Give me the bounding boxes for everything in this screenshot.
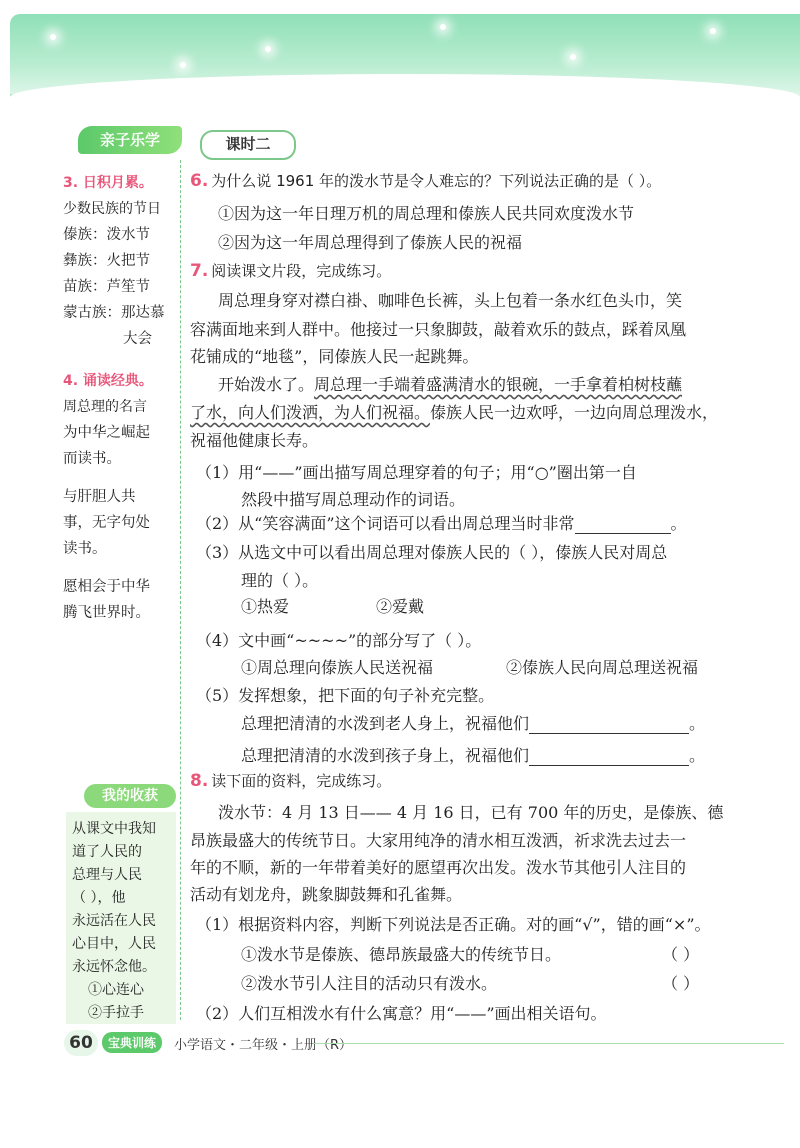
judgement-item: ②泼水节引人注目的活动只有泼水。	[241, 974, 498, 993]
passage-line: 昂族最盛大的传统节日。大家用纯净的清水相互泼洒，祈求洗去过去一	[190, 831, 687, 850]
header-banner	[10, 14, 800, 124]
question-number: 6.	[190, 171, 209, 191]
harvest-line: 从课文中我知	[72, 821, 156, 837]
footer-rule	[314, 1043, 784, 1044]
completion-line	[241, 743, 705, 766]
question-text: 读下面的资料，完成练习。	[211, 772, 392, 790]
sentence-text: 总理把清清的水泼到老人身上，祝福他们	[241, 714, 530, 733]
question-7	[190, 260, 391, 281]
quote-line: 腾飞世界时。	[63, 605, 150, 621]
wavy-underlined-text: 周总理一手端着盛满清水的银碗，一手拿着柏树枝蘸	[314, 375, 683, 394]
passage-line	[190, 400, 718, 423]
question-number: 7.	[190, 261, 209, 281]
book-info: 小学语文・二年级・上册（R）	[174, 1038, 353, 1053]
answer-blank[interactable]	[575, 514, 671, 534]
sub-question-4: （4）文中画“~~~~”的部分写了（ ）。	[196, 631, 482, 650]
passage-text: 傣族人民一边欢呼，一边向周总理泼水，	[430, 403, 719, 422]
column-divider	[180, 160, 181, 1020]
passage-line: 年的不顺，新的一年带着美好的愿望再次出发。泼水节其他引人注目的	[190, 858, 687, 877]
festival-item: 彝族：火把节	[63, 253, 150, 269]
sparkle-icon	[710, 28, 716, 34]
sparkle-icon	[50, 34, 56, 40]
section-4-title: 4. 诵读经典。	[63, 373, 153, 389]
passage-line: 祝福他健康长寿。	[190, 431, 319, 450]
header-wave	[10, 74, 800, 124]
period: 。	[689, 714, 706, 733]
sub-question-5: （5）发挥想象，把下面的句子补充完整。	[196, 686, 495, 705]
choice-option[interactable]: ②爱戴	[376, 597, 425, 616]
question-number: 8.	[190, 771, 209, 791]
sparkle-icon	[440, 24, 446, 30]
section-4-subtitle: 周总理的名言	[63, 399, 147, 415]
harvest-option: ②手拉手	[88, 1005, 144, 1021]
answer-blank[interactable]	[529, 746, 689, 766]
quote-line: 而读书。	[63, 451, 121, 467]
quote-line: 事，无字句处	[63, 515, 150, 531]
festival-item: 苗族：芦笙节	[63, 279, 150, 295]
passage-line: 花铺成的“地毯”，同傣族人民一起跳舞。	[190, 347, 479, 366]
question-8	[190, 770, 391, 791]
page-number: 60	[64, 1030, 98, 1056]
harvest-line: 心目中，人民	[72, 936, 156, 952]
choice-option[interactable]: ①热爱	[241, 597, 290, 616]
harvest-line: 道了人民的	[72, 844, 142, 860]
choice-option[interactable]: ②傣族人民向周总理送祝福	[506, 658, 699, 677]
passage-line: 泼水节：4 月 13 日—— 4 月 16 日，已有 700 年的历史，是傣族、德	[218, 803, 724, 822]
passage-line: 周总理身穿对襟白褂、咖啡色长裤，头上包着一条水红色头巾，笑	[218, 291, 683, 310]
brand-logo: 宝典训练	[102, 1032, 162, 1053]
completion-line	[241, 711, 705, 734]
judgement-answer-box[interactable]: （ ）	[662, 974, 700, 993]
sidebar-banner: 亲子乐学	[78, 126, 182, 154]
judgement-answer-box[interactable]: （ ）	[662, 945, 700, 964]
question-text: 为什么说 1961 年的泼水节是令人难忘的？下列说法正确的是（ ）。	[211, 172, 662, 190]
period: 。	[689, 746, 706, 765]
sparkle-icon	[570, 54, 576, 60]
sub-question-1: （1）用“——”画出描写周总理穿着的句子；用“○”圈出第一自	[196, 463, 637, 482]
judgement-item: ①泼水节是傣族、德昂族最盛大的传统节日。	[241, 945, 562, 964]
sub-question-2	[196, 511, 687, 534]
harvest-box	[66, 812, 176, 1024]
passage-line: 容满面地来到人群中。他接过一只象脚鼓，敲着欢乐的鼓点，踩着凤凰	[190, 320, 687, 339]
festival-item: 傣族：泼水节	[63, 227, 150, 243]
quote-line: 与肝胆人共	[63, 489, 136, 505]
option-2[interactable]: ②因为这一年周总理得到了傣族人民的祝福	[218, 233, 523, 252]
quote-line: 愿相会于中华	[63, 579, 150, 595]
wavy-underlined-text: 了水，向人们泼洒，为人们祝福。	[190, 403, 431, 422]
sub-question-2: （2）人们互相泼水有什么寓意？用“——”画出相关语句。	[196, 1004, 607, 1023]
sub-question-1-cont: 然段中描写周总理动作的词语。	[241, 490, 466, 509]
sub-question-text: （2）从“笑容满面”这个词语可以看出周总理当时非常	[196, 514, 575, 533]
sub-question-1: （1）根据资料内容，判断下列说法是否正确。对的画“√”，错的画“×”。	[196, 915, 711, 934]
page-footer	[64, 1030, 784, 1056]
section-3-title: 3. 日积月累。	[63, 175, 153, 191]
passage-line: 活动有划龙舟，跳象脚鼓舞和孔雀舞。	[190, 885, 463, 904]
answer-blank[interactable]	[529, 714, 689, 734]
period: 。	[670, 514, 687, 533]
festival-item: 蒙古族：那达慕	[63, 305, 165, 321]
section-3-subtitle: 少数民族的节日	[63, 201, 161, 217]
quote-line: 为中华之崛起	[63, 425, 150, 441]
harvest-line: 永远活在人民	[72, 913, 156, 929]
sentence-text: 总理把清清的水泼到孩子身上，祝福他们	[241, 746, 530, 765]
harvest-line: 永远怀念他。	[72, 959, 156, 975]
quote-line: 读书。	[63, 541, 107, 557]
harvest-banner: 我的收获	[84, 784, 176, 808]
festival-item: 大会	[123, 331, 152, 347]
lesson-tag: 课时二	[200, 130, 296, 160]
question-6	[190, 170, 661, 191]
choice-option[interactable]: ①周总理向傣族人民送祝福	[241, 658, 434, 677]
question-text: 阅读课文片段，完成练习。	[211, 262, 392, 280]
sparkle-icon	[265, 46, 271, 52]
harvest-line: 总理与人民	[72, 867, 142, 883]
harvest-answer-blank[interactable]: （ ），他	[72, 890, 126, 906]
sub-question-3-cont: 理的（ ）。	[241, 571, 319, 590]
sub-question-3: （3）从选文中可以看出周总理对傣族人民的（ ），傣族人民对周总	[196, 543, 668, 562]
sidebar	[63, 150, 175, 626]
passage-line	[218, 372, 682, 395]
harvest-option: ①心连心	[88, 982, 144, 998]
passage-text: 开始泼水了。	[218, 375, 315, 394]
option-1[interactable]: ①因为这一年日理万机的周总理和傣族人民共同欢度泼水节	[218, 204, 635, 223]
sparkle-icon	[180, 62, 186, 68]
